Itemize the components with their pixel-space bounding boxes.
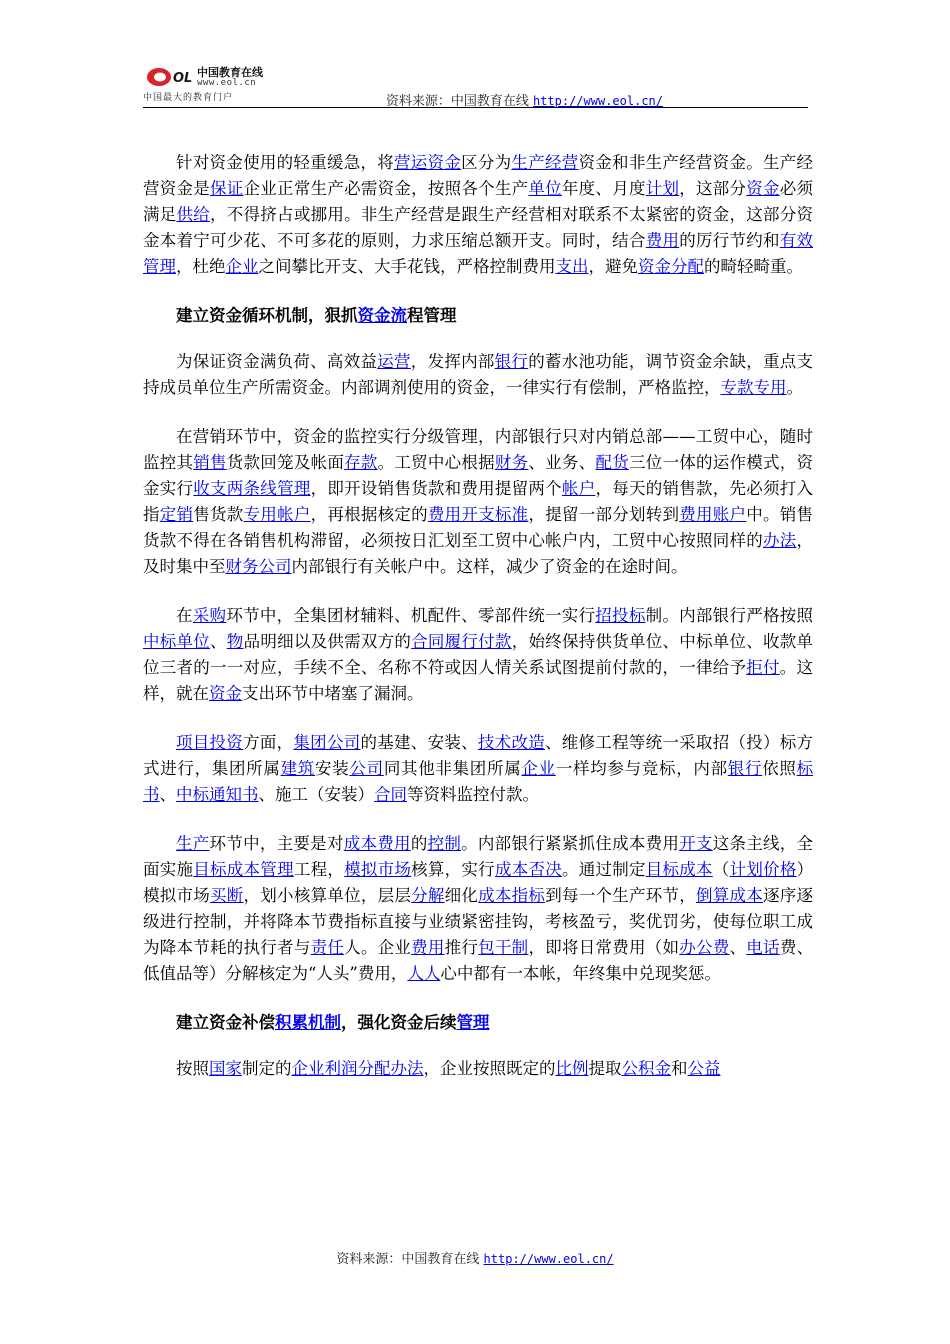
- text-segment: 心中都有一本帐，年终集中兑现奖惩。: [440, 964, 721, 983]
- keyword-link[interactable]: 成本指标: [478, 886, 546, 905]
- text-segment: ，企业按照既定的: [423, 1059, 556, 1078]
- keyword-link[interactable]: 责任: [310, 938, 345, 957]
- text-segment: 一样均参与竞标，内部: [555, 759, 728, 778]
- text-segment: ，始终保持供货单位、中标单位、收款单位三者的一一对应，手续不全、名称不符或因人情关系试图提前付款的，一律给予: [143, 632, 814, 677]
- text-segment: 推行: [444, 938, 479, 957]
- text-segment: 等资料监控付款。: [407, 785, 539, 804]
- keyword-link[interactable]: 资金分配: [638, 257, 704, 276]
- eol-logo-mark-icon: [145, 64, 195, 88]
- text-segment: 、: [159, 785, 176, 804]
- keyword-link[interactable]: 专用帐户: [243, 505, 311, 524]
- keyword-link[interactable]: 物: [226, 632, 244, 651]
- svg-text:OL: OL: [173, 71, 193, 86]
- header-source-link[interactable]: http://www.eol.cn/: [532, 94, 663, 108]
- text-segment: ，杜绝: [176, 257, 226, 276]
- text-segment: 。: [786, 378, 803, 397]
- keyword-link[interactable]: 中标单位: [143, 632, 211, 651]
- section-heading: [143, 1010, 813, 1036]
- paragraph: [143, 1056, 813, 1082]
- keyword-link[interactable]: 存款: [344, 453, 378, 472]
- text-segment: 中。销售货款不得在各销售机构滞留，必须按日汇划至工贸中心帐户内，工贸中心按照同样的: [143, 505, 814, 550]
- keyword-link[interactable]: 合同: [374, 785, 407, 804]
- keyword-link[interactable]: 生产经营: [511, 153, 579, 172]
- keyword-link[interactable]: 银行: [494, 352, 529, 371]
- text-segment: 、: [729, 938, 747, 957]
- text-segment: 建立资金循环机制，狠抓: [176, 306, 358, 325]
- paragraph: [143, 150, 813, 280]
- keyword-link[interactable]: 费用账户: [679, 505, 747, 524]
- keyword-link[interactable]: 营运资金: [394, 153, 462, 172]
- text-segment: 细化: [444, 886, 479, 905]
- text-segment: 、维修工程等统一采取招（投）标方式进行，集团所属: [143, 733, 814, 778]
- keyword-link[interactable]: 企业: [521, 759, 556, 778]
- keyword-link[interactable]: 费用开支标准: [427, 505, 529, 524]
- text-segment: （: [712, 860, 730, 879]
- keyword-link[interactable]: 保证: [210, 179, 244, 198]
- text-segment: 售货款: [193, 505, 244, 524]
- text-segment: 的基建、安装、: [360, 733, 478, 752]
- text-segment: 环节中，全集团材辅料、机配件、零部件统一实行: [226, 606, 596, 625]
- text-segment: ，及时集中至: [143, 531, 814, 576]
- text-segment: 的畸轻畸重。: [704, 257, 803, 276]
- section-heading: [143, 303, 813, 329]
- keyword-link[interactable]: 目标成本: [645, 860, 713, 879]
- text-segment: 支出环节中堵塞了漏洞。: [242, 684, 424, 703]
- text-segment: 品明细以及供需双方的: [243, 632, 412, 651]
- keyword-link[interactable]: 人人: [407, 964, 441, 983]
- text-segment: 、业务、: [528, 453, 596, 472]
- text-segment: ，避免: [588, 257, 638, 276]
- paragraph: [143, 424, 813, 580]
- text-segment: 方面，: [243, 733, 294, 752]
- text-segment: 费、低值品等）分解核定为“人头”费用，: [143, 938, 814, 983]
- keyword-link[interactable]: 办公费: [679, 938, 730, 957]
- text-segment: 。这样，就在: [143, 658, 814, 703]
- keyword-link[interactable]: 目标成本管理: [193, 860, 294, 879]
- text-segment: 逐序逐级进行控制，并将降本节费指标直接与业绩紧密挂钩，考核盈亏，奖优罚劣，使每位职工成为降本节耗的执行者与: [143, 886, 814, 957]
- keyword-link[interactable]: 生产: [176, 834, 210, 853]
- keyword-link[interactable]: 企业: [225, 257, 259, 276]
- keyword-link[interactable]: 包干制: [478, 938, 529, 957]
- text-segment: 按照: [176, 1059, 209, 1078]
- keyword-link[interactable]: 公司: [349, 759, 384, 778]
- keyword-link[interactable]: 财务: [494, 453, 529, 472]
- text-segment: 建立资金补偿: [176, 1013, 275, 1032]
- keyword-link[interactable]: 支出: [555, 257, 589, 276]
- text-segment: ，每天的销售款，先必须打入指: [143, 479, 814, 524]
- text-segment: ，这部分: [679, 179, 747, 198]
- text-segment: 人。企业: [344, 938, 412, 957]
- text-segment: 在营销环节中，资金的监控实行分级管理，内部银行只对内销总部——工贸中心，随时监控其: [143, 427, 813, 472]
- keyword-link[interactable]: 比例: [555, 1059, 589, 1078]
- keyword-link[interactable]: 拒付: [746, 658, 780, 677]
- text-segment: 和: [671, 1059, 688, 1078]
- text-segment: 之间攀比开支、大手花钱，严格控制费用: [258, 257, 556, 276]
- text-segment: 、: [210, 632, 227, 651]
- text-segment: 制定的: [242, 1059, 292, 1078]
- keyword-link[interactable]: 中标通知书: [176, 785, 259, 804]
- footer-source-link[interactable]: http://www.eol.cn/: [483, 1252, 614, 1266]
- text-segment: ，再根据核定的: [310, 505, 428, 524]
- keyword-link[interactable]: 买断: [210, 886, 244, 905]
- text-segment: 核算，实行: [411, 860, 495, 879]
- text-segment: 安装: [315, 759, 350, 778]
- keyword-link[interactable]: 电话: [746, 938, 780, 957]
- keyword-link[interactable]: 配货: [595, 453, 629, 472]
- keyword-link[interactable]: 帐户: [561, 479, 596, 498]
- text-segment: ，强化资金后续: [341, 1013, 457, 1032]
- header-divider: [143, 107, 808, 108]
- keyword-link[interactable]: 资金流: [357, 306, 407, 325]
- page-header: [143, 62, 808, 108]
- keyword-link[interactable]: 计划价格: [729, 860, 797, 879]
- keyword-link[interactable]: 技术改造: [477, 733, 545, 752]
- paragraph: [143, 349, 813, 401]
- text-segment: 到每一个生产环节，: [545, 886, 696, 905]
- keyword-link[interactable]: 分解: [411, 886, 445, 905]
- keyword-link[interactable]: 收支两条线管理: [193, 479, 311, 498]
- keyword-link[interactable]: 银行: [727, 759, 763, 778]
- text-segment: 三位一体的运作模式，资金实行: [143, 453, 814, 498]
- keyword-link[interactable]: 建筑: [280, 759, 315, 778]
- keyword-link[interactable]: 开支: [679, 834, 713, 853]
- header-source-label: 资料来源：中国教育在线: [385, 94, 533, 109]
- keyword-link[interactable]: 合同履行付款: [411, 632, 512, 651]
- text-segment: ，划小核算单位，层层: [243, 886, 412, 905]
- text-segment: 。内部银行紧紧抓住成本费用: [461, 834, 680, 853]
- text-segment: 依照: [762, 759, 797, 778]
- text-segment: 企业正常生产必需资金，按照各个生产: [243, 179, 529, 198]
- text-segment: ，不得挤占或挪用。非生产经营是跟生产经营相对联系不太紧密的资金，这部分资金本着宁可少花、不可多花的原则，力求压缩总额开支。同时，结合: [143, 205, 814, 250]
- text-segment: 的厉行节约和: [679, 231, 780, 250]
- keyword-link[interactable]: 定销: [159, 505, 194, 524]
- text-segment: 区分为: [461, 153, 512, 172]
- keyword-link[interactable]: 倒算成本: [696, 886, 764, 905]
- keyword-link[interactable]: 公积金: [621, 1059, 671, 1078]
- text-segment: 的: [410, 834, 428, 853]
- text-segment: 必须满足: [143, 179, 814, 224]
- keyword-link[interactable]: 管理: [456, 1013, 490, 1032]
- keyword-link[interactable]: 采购: [192, 606, 227, 625]
- keyword-link[interactable]: 企业利润分配办法: [291, 1059, 424, 1078]
- keyword-link[interactable]: 项目投资: [176, 733, 244, 752]
- text-segment: ）模拟市场: [143, 860, 814, 905]
- keyword-link[interactable]: 费用: [645, 231, 680, 250]
- footer-source-label: 资料来源：中国教育在线: [336, 1252, 484, 1267]
- keyword-link[interactable]: 公益: [687, 1059, 721, 1078]
- text-segment: 的蓄水池功能，调节资金余缺，重点支持成员单位生产所需资金。内部调剂使用的资金，一律实行有偿制，严格监控，: [143, 352, 814, 397]
- keyword-link[interactable]: 财务公司: [225, 557, 292, 576]
- keyword-link[interactable]: 成本否决: [494, 860, 562, 879]
- keyword-link[interactable]: 有效管理: [143, 231, 814, 276]
- text-segment: ，即将日常费用（如: [528, 938, 680, 957]
- keyword-link[interactable]: 计划: [645, 179, 680, 198]
- text-segment: 、施工（安装）: [258, 785, 374, 804]
- text-segment: 资金和非生产经营资金。生产经营资金是: [143, 153, 814, 198]
- article-body: [143, 150, 813, 1105]
- text-segment: 在: [176, 606, 193, 625]
- paragraph: [143, 831, 813, 987]
- eol-logo[interactable]: [143, 62, 273, 102]
- text-segment: ，发挥内部: [410, 352, 495, 371]
- keyword-link[interactable]: 招投标: [595, 606, 646, 625]
- logo-slogan: 中国最大的教育门户: [143, 93, 234, 103]
- paragraph: [143, 603, 813, 707]
- text-segment: 货款回笼及帐面: [226, 453, 345, 472]
- keyword-link[interactable]: 销售: [193, 453, 227, 472]
- text-segment: ，提留一部分划转到: [528, 505, 680, 524]
- text-segment: 工程，: [293, 860, 345, 879]
- logo-name: 中国教育在线: [197, 66, 263, 79]
- keyword-link[interactable]: 办法: [763, 531, 797, 550]
- text-segment: 。通过制定: [561, 860, 646, 879]
- keyword-link[interactable]: 资金: [209, 684, 242, 703]
- keyword-link[interactable]: 费用: [411, 938, 445, 957]
- keyword-link[interactable]: 集团公司: [293, 733, 361, 752]
- keyword-link[interactable]: 控制: [427, 834, 462, 853]
- keyword-link[interactable]: 成本费用: [343, 834, 411, 853]
- keyword-link[interactable]: 资金: [746, 179, 780, 198]
- text-segment: 环节中，主要是对: [209, 834, 344, 853]
- keyword-link[interactable]: 积累机制: [275, 1013, 341, 1032]
- keyword-link[interactable]: 单位: [528, 179, 562, 198]
- text-segment: 为保证资金满负荷、高效益: [176, 352, 378, 371]
- text-segment: 程管理: [407, 306, 457, 325]
- text-segment: ，即开设销售货款和费用提留两个: [310, 479, 562, 498]
- keyword-link[interactable]: 专款专用: [720, 378, 787, 397]
- paragraph: [143, 730, 813, 808]
- text-segment: 年度、月度: [561, 179, 646, 198]
- page-footer: [0, 1248, 950, 1267]
- text-segment: 制。内部银行严格按照: [645, 606, 814, 625]
- keyword-link[interactable]: 模拟市场: [344, 860, 412, 879]
- keyword-link[interactable]: 供给: [176, 205, 211, 224]
- logo-url: www.eol.cn: [197, 78, 257, 88]
- text-segment: 。工贸中心根据: [377, 453, 495, 472]
- text-segment: 针对资金使用的轻重缓急，将: [176, 153, 395, 172]
- keyword-link[interactable]: 国家: [209, 1059, 242, 1078]
- text-segment: 内部银行有关帐户中。这样，减少了资金的在途时间。: [291, 557, 688, 576]
- text-segment: 这条主线，全面实施: [143, 834, 814, 879]
- text-segment: 提取: [588, 1059, 622, 1078]
- keyword-link[interactable]: 标书: [143, 759, 814, 804]
- text-segment: 同其他非集团所属: [383, 759, 522, 778]
- keyword-link[interactable]: 运营: [377, 352, 411, 371]
